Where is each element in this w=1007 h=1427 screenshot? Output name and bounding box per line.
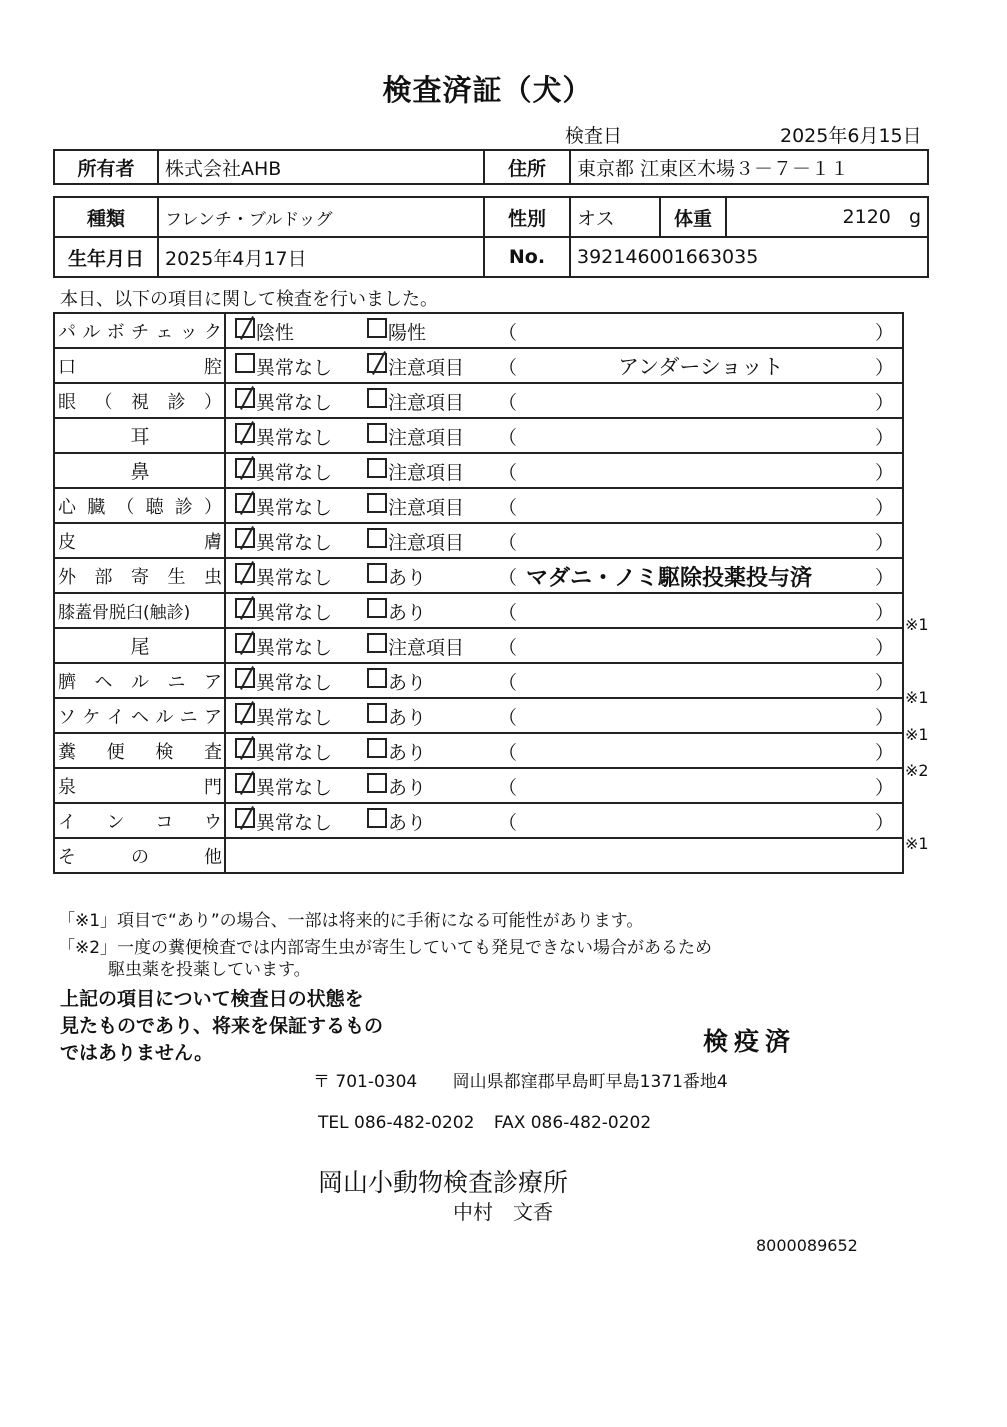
- item-name-char: 診: [167, 391, 186, 413]
- option-2-label: 注意項目: [388, 532, 465, 554]
- reference-mark: ※1: [905, 615, 929, 634]
- note-paren-close: ）: [874, 462, 894, 484]
- item-name-char: ウ: [203, 811, 222, 833]
- reference-mark: ※1: [905, 688, 929, 707]
- option-1-checkbox[interactable]: [235, 668, 255, 688]
- item-name: [54, 698, 225, 733]
- option-1-label: 異常なし: [256, 567, 333, 589]
- option-1-label: 異常なし: [256, 672, 333, 694]
- sex-label: 性別: [484, 197, 570, 237]
- item-name-char: 生: [167, 566, 186, 588]
- item-name-char: ボ: [106, 321, 125, 343]
- item-options: [225, 313, 903, 348]
- option-2-checkbox[interactable]: [367, 668, 387, 688]
- note-paren-close: ）: [874, 707, 894, 729]
- weight-cell: [726, 197, 928, 237]
- note-paren-open: （: [498, 462, 518, 484]
- item-name-char: チ: [130, 321, 149, 343]
- note-paren-close: ）: [874, 777, 894, 799]
- item-options: [225, 733, 903, 768]
- animal-table: [53, 196, 929, 278]
- item-row: [54, 698, 903, 733]
- option-2-label: あり: [388, 672, 427, 694]
- item-name-char: ア: [203, 706, 222, 728]
- item-row: [54, 523, 903, 558]
- note-paren-close: ）: [874, 637, 894, 659]
- option-1-label: 異常なし: [256, 777, 333, 799]
- item-options: [225, 698, 903, 733]
- option-1-checkbox[interactable]: [235, 458, 255, 478]
- option-2-label: 注意項目: [388, 392, 465, 414]
- option-1-label: 異常なし: [256, 462, 333, 484]
- item-name-char: ソ: [58, 706, 76, 728]
- option-2-label: 注意項目: [388, 357, 465, 379]
- option-2-checkbox[interactable]: [367, 493, 387, 513]
- item-name-char: 皮: [58, 531, 76, 553]
- note-paren-open: （: [498, 497, 518, 519]
- item-name-chars: [58, 738, 222, 764]
- item-options: [225, 383, 903, 418]
- note-paren-open: （: [498, 567, 518, 589]
- item-options: [225, 558, 903, 593]
- note-paren-open: （: [498, 777, 518, 799]
- option-2-checkbox[interactable]: [367, 423, 387, 443]
- item-row: [54, 768, 903, 803]
- sex-value: オス: [570, 197, 660, 237]
- note-paren-open: （: [498, 322, 518, 344]
- quarantine-stamp: 検疫済: [703, 1027, 797, 1056]
- note-paren-open: （: [498, 392, 518, 414]
- option-1-label: 異常なし: [256, 497, 333, 519]
- note-paren-open: （: [498, 672, 518, 694]
- item-name-char: ル: [155, 706, 174, 728]
- birth-label: 生年月日: [54, 237, 158, 277]
- item-name-chars: [58, 703, 222, 729]
- option-1-label: 異常なし: [256, 742, 333, 764]
- option-2-checkbox[interactable]: [367, 598, 387, 618]
- item-name-chars: [58, 563, 222, 589]
- option-2-label: 注意項目: [388, 427, 465, 449]
- item-name-chars: [58, 353, 222, 379]
- other-notes-cell[interactable]: [225, 838, 903, 873]
- item-name: [54, 348, 225, 383]
- item-row: [54, 383, 903, 418]
- item-name-char: 膚: [204, 531, 222, 553]
- item-name-chars: [58, 808, 222, 834]
- item-name-char: イ: [106, 706, 125, 728]
- note-paren-close: ）: [874, 357, 894, 379]
- option-2-label: あり: [388, 812, 427, 834]
- option-1-label: 異常なし: [256, 532, 333, 554]
- item-name-char: ル: [82, 321, 101, 343]
- item-name-chars: [58, 528, 222, 554]
- item-name-char: 検: [155, 741, 174, 763]
- owner-label: 所有者: [54, 150, 158, 184]
- item-row: [54, 803, 903, 838]
- owner-value: 株式会社AHB: [158, 150, 484, 184]
- option-1-label: 異常なし: [256, 427, 333, 449]
- item-options: [225, 663, 903, 698]
- option-1-checkbox[interactable]: [235, 528, 255, 548]
- item-row: [54, 453, 903, 488]
- note-paren-close: ）: [874, 532, 894, 554]
- option-2-label: 陽性: [388, 322, 427, 344]
- item-name-char: 聴: [145, 496, 164, 518]
- item-row: [54, 418, 903, 453]
- option-1-checkbox[interactable]: [235, 353, 255, 373]
- option-2-checkbox[interactable]: [367, 808, 387, 828]
- item-row-other: [54, 838, 903, 873]
- item-name-char: 臍: [58, 671, 76, 693]
- item-row: [54, 558, 903, 593]
- item-name: 膝蓋骨脱臼(触診): [54, 593, 225, 628]
- birth-value: 2025年4月17日: [158, 237, 484, 277]
- disclaimer-line-3: ではありません。: [60, 1042, 214, 1064]
- disclaimer: [60, 986, 383, 1067]
- item-name-chars: [58, 843, 222, 869]
- item-name-char: そ: [58, 846, 76, 868]
- item-name: [54, 733, 225, 768]
- option-1-label: 異常なし: [256, 707, 333, 729]
- item-name-char: ケ: [82, 706, 101, 728]
- address-value: 東京都 江東区木場３－７－１１: [570, 150, 928, 184]
- item-options: [225, 523, 903, 558]
- item-row: [54, 663, 903, 698]
- owner-table: [53, 149, 929, 185]
- reference-mark: ※1: [905, 834, 929, 853]
- item-name-char: ェ: [155, 321, 174, 343]
- address-label: 住所: [484, 150, 570, 184]
- item-name-char: 便: [106, 741, 125, 763]
- serial-number: 8000089652: [756, 1236, 858, 1255]
- item-name-char: 眼: [58, 391, 76, 413]
- item-name: 鼻: [54, 453, 225, 488]
- option-1-checkbox[interactable]: [235, 738, 255, 758]
- note-paren-close: ）: [874, 567, 894, 589]
- item-name-chars: [58, 318, 222, 344]
- item-name-char: ン: [106, 811, 125, 833]
- item-name-chars: [58, 668, 222, 694]
- option-2-checkbox[interactable]: [367, 318, 387, 338]
- inspection-items-table: [53, 312, 904, 874]
- item-options: [225, 628, 903, 663]
- weight-unit: g: [908, 206, 921, 228]
- item-name-char: 泉: [58, 776, 76, 798]
- option-2-label: あり: [388, 707, 427, 729]
- weight-label: 体重: [660, 197, 726, 237]
- footnote-2: 「※2」一度の糞便検査では内部寄生虫が寄生していても発見できない場合があるため: [58, 938, 713, 958]
- option-1-checkbox[interactable]: [235, 598, 255, 618]
- item-name: 尾: [54, 628, 225, 663]
- option-1-checkbox[interactable]: [235, 423, 255, 443]
- note-paren-close: ）: [874, 322, 894, 344]
- option-2-checkbox[interactable]: [367, 528, 387, 548]
- item-name-char: （: [94, 391, 113, 413]
- option-2-label: あり: [388, 602, 427, 624]
- item-name-char: 腔: [204, 356, 222, 378]
- item-name-char: ッ: [179, 321, 198, 343]
- item-name-char: 査: [203, 741, 222, 763]
- item-name-char: ル: [131, 671, 149, 693]
- option-1-checkbox[interactable]: [235, 318, 255, 338]
- item-name-char: 寄: [131, 566, 149, 588]
- note-paren-close: ）: [874, 812, 894, 834]
- item-options: [225, 488, 903, 523]
- item-name-chars: [58, 773, 222, 799]
- clinic-fax: FAX 086-482-0202: [493, 1113, 652, 1133]
- option-2-checkbox[interactable]: [367, 563, 387, 583]
- item-options: [225, 593, 903, 628]
- footnote-3: 駆虫薬を投薬しています。: [108, 960, 311, 980]
- item-options: [225, 803, 903, 838]
- option-1-label: 異常なし: [256, 602, 333, 624]
- item-name-char: ヘ: [94, 671, 113, 693]
- item-name-char: ヘ: [130, 706, 149, 728]
- note-paren-open: （: [498, 602, 518, 624]
- item-name-char: ニ: [179, 706, 198, 728]
- item-name-char: イ: [58, 811, 76, 833]
- option-1-label: 異常なし: [256, 812, 333, 834]
- postal-code: 〒 701-0304: [313, 1072, 418, 1092]
- item-name: [54, 803, 225, 838]
- veterinarian-name: 中村 文香: [453, 1200, 553, 1224]
- note-paren-close: ）: [874, 497, 894, 519]
- item-name-char: 診: [174, 496, 193, 518]
- disclaimer-line-2: 見たものであり、将来を保証するもの: [60, 1015, 384, 1037]
- handwritten-note: アンダーショット: [618, 355, 784, 379]
- item-name: [54, 558, 225, 593]
- item-options: [225, 453, 903, 488]
- clinic-address-line: [313, 1067, 728, 1092]
- item-name-char: 門: [204, 776, 222, 798]
- item-options: [225, 348, 903, 383]
- clinic-address: 岡山県都窪郡早島町早島1371番地4: [452, 1072, 728, 1092]
- intro-text: 本日、以下の項目に関して検査を行いました。: [60, 289, 438, 310]
- item-row: [54, 348, 903, 383]
- item-name-char: コ: [155, 811, 174, 833]
- option-2-label: 注意項目: [388, 497, 465, 519]
- item-name-char: パ: [58, 321, 76, 343]
- no-label: No.: [484, 237, 570, 277]
- note-paren-close: ）: [874, 742, 894, 764]
- item-name: [54, 768, 225, 803]
- item-name-char: 臓: [87, 496, 106, 518]
- item-name-char: 虫: [204, 566, 222, 588]
- option-1-label: 異常なし: [256, 392, 333, 414]
- item-row: [54, 313, 903, 348]
- note-paren-close: ）: [874, 602, 894, 624]
- item-name-char: ）: [204, 391, 222, 413]
- note-paren-open: （: [498, 357, 518, 379]
- breed-value: フレンチ・ブルドッグ: [158, 197, 484, 237]
- item-name: [54, 313, 225, 348]
- option-1-checkbox[interactable]: [235, 808, 255, 828]
- note-paren-open: （: [498, 427, 518, 449]
- item-name-char: 視: [131, 391, 149, 413]
- item-row: [54, 593, 903, 628]
- option-2-label: あり: [388, 777, 427, 799]
- item-name-char: ニ: [167, 671, 186, 693]
- item-name-char: ）: [203, 496, 222, 518]
- reference-mark: ※1: [905, 725, 929, 744]
- note-paren-open: （: [498, 707, 518, 729]
- item-name: [54, 383, 225, 418]
- option-1-checkbox[interactable]: [235, 493, 255, 513]
- option-1-label: 異常なし: [256, 637, 333, 659]
- item-name-chars: [58, 388, 222, 414]
- option-1-checkbox[interactable]: [235, 633, 255, 653]
- option-2-label: あり: [388, 742, 427, 764]
- note-paren-close: ）: [874, 427, 894, 449]
- item-row: [54, 733, 903, 768]
- item-options: [225, 768, 903, 803]
- option-1-checkbox[interactable]: [235, 388, 255, 408]
- item-name-chars: [58, 493, 222, 519]
- option-1-checkbox[interactable]: [235, 563, 255, 583]
- item-name-char: ク: [203, 321, 222, 343]
- note-paren-close: ）: [874, 392, 894, 414]
- option-2-label: あり: [388, 567, 427, 589]
- item-options: [225, 418, 903, 453]
- option-1-label: 陰性: [256, 322, 295, 344]
- item-name-char: の: [131, 846, 149, 868]
- item-name-char: 糞: [58, 741, 76, 763]
- option-1-checkbox[interactable]: [235, 703, 255, 723]
- item-name: [54, 838, 225, 873]
- item-name-char: 口: [58, 356, 76, 378]
- option-2-checkbox[interactable]: [367, 703, 387, 723]
- item-row: [54, 488, 903, 523]
- option-2-checkbox[interactable]: [367, 633, 387, 653]
- item-note: マダニ・ノミ駆除投薬投与済: [526, 566, 813, 591]
- clinic-tel: TEL 086-482-0202: [318, 1113, 475, 1133]
- inspection-date-label: 検査日: [565, 125, 623, 147]
- item-row: [54, 628, 903, 663]
- clinic-name: 岡山小動物検査診療所: [318, 1168, 569, 1197]
- option-2-checkbox[interactable]: [367, 738, 387, 758]
- item-name: [54, 488, 225, 523]
- item-name: 耳: [54, 418, 225, 453]
- item-name-char: 心: [58, 496, 76, 518]
- item-name-char: 部: [94, 566, 113, 588]
- option-2-checkbox[interactable]: [367, 773, 387, 793]
- option-2-checkbox[interactable]: [367, 458, 387, 478]
- note-paren-open: （: [498, 532, 518, 554]
- breed-label: 種類: [54, 197, 158, 237]
- option-1-label: 異常なし: [256, 357, 333, 379]
- note-paren-close: ）: [874, 672, 894, 694]
- option-1-checkbox[interactable]: [235, 773, 255, 793]
- disclaimer-line-1: 上記の項目について検査日の状態を: [60, 988, 364, 1010]
- reference-mark: ※2: [905, 761, 929, 780]
- weight-value: 2120: [842, 206, 891, 228]
- option-2-checkbox[interactable]: [367, 353, 387, 373]
- item-name: [54, 663, 225, 698]
- item-name-char: （: [116, 496, 135, 518]
- item-name-char: 外: [58, 566, 76, 588]
- footnote-1: 「※1」項目で“あり”の場合、一部は将来的に手術になる可能性があります。: [58, 911, 644, 931]
- option-2-checkbox[interactable]: [367, 388, 387, 408]
- item-name-char: ア: [204, 671, 222, 693]
- clinic-contact: [318, 1113, 651, 1133]
- item-name-char: 他: [204, 846, 222, 868]
- inspection-date: 2025年6月15日: [780, 125, 922, 147]
- option-2-label: 注意項目: [388, 462, 465, 484]
- option-2-label: 注意項目: [388, 637, 465, 659]
- item-name: [54, 523, 225, 558]
- document-title: 検査済証（犬）: [382, 73, 593, 107]
- no-value: 392146001663035: [570, 237, 928, 277]
- note-paren-open: （: [498, 637, 518, 659]
- note-paren-open: （: [498, 742, 518, 764]
- note-paren-open: （: [498, 812, 518, 834]
